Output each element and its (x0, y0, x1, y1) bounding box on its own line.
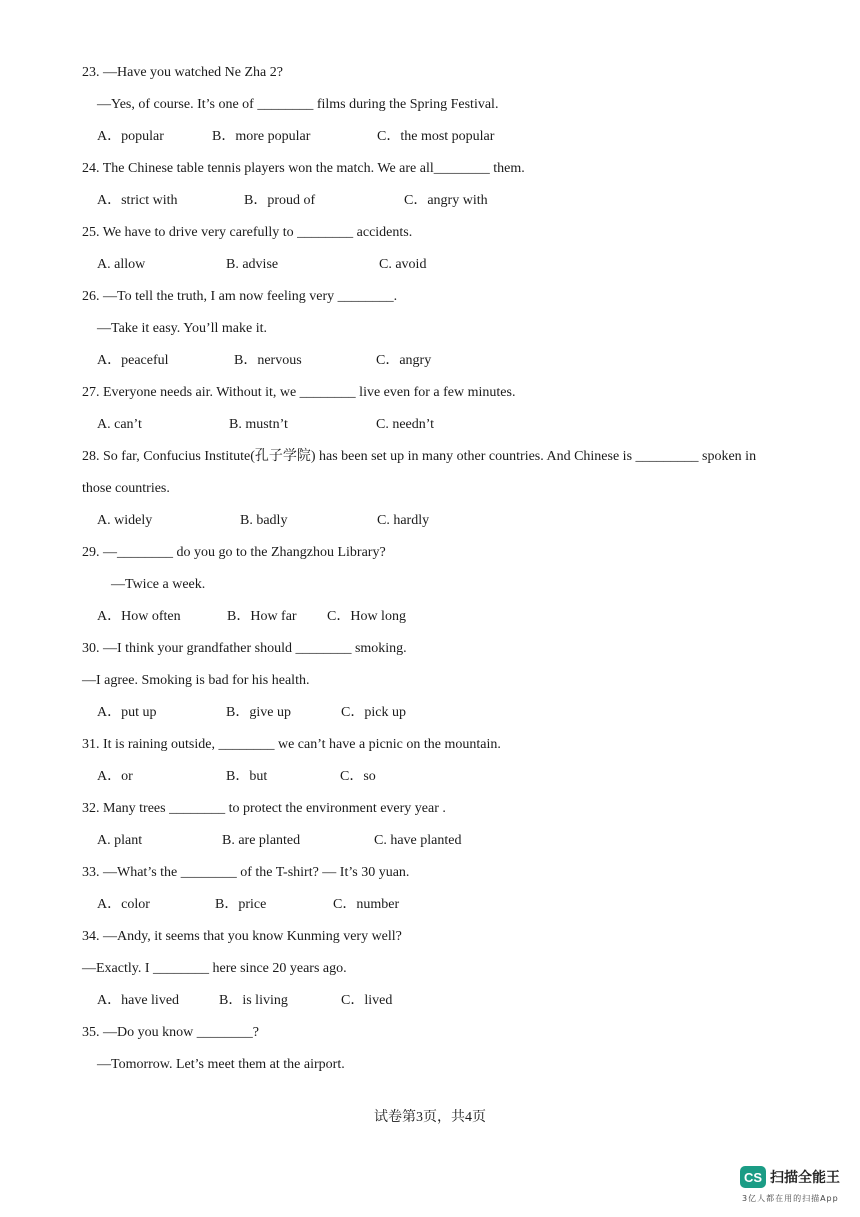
question-28-line-1: 28. So far, Confucius Institute(孔子学院) has been set up in many other countries. And Chinese is _________ spoken in (82, 449, 757, 464)
option-33-b: B．price (215, 897, 267, 912)
option-24-a: A．strict with (97, 193, 178, 208)
page-footer: 试卷第3页，共4页 (374, 1110, 486, 1125)
question-33-line-1: 33. —What’s the ________ of the T-shirt? — It’s 30 yuan. (82, 865, 410, 880)
question-35-line-2: —Tomorrow. Let’s meet them at the airport. (97, 1057, 345, 1072)
option-25-c: C. avoid (379, 257, 427, 272)
option-26-c: C．angry (376, 353, 432, 368)
question-23-line-1: 23. —Have you watched Ne Zha 2? (82, 65, 283, 80)
question-30-line-1: 30. —I think your grandfather should ________ smoking. (82, 641, 407, 656)
question-30-line-2: —I agree. Smoking is bad for his health. (82, 673, 310, 688)
option-33-a: A．color (97, 897, 150, 912)
option-30-c: C．pick up (341, 705, 406, 720)
cs-logo-icon: CS (740, 1166, 766, 1188)
option-34-a: A．have lived (97, 993, 180, 1008)
option-28-b: B. badly (240, 513, 288, 528)
option-32-b: B. are planted (222, 833, 301, 848)
option-26-a: A．peaceful (97, 353, 169, 368)
question-31-line-1: 31. It is raining outside, ________ we can’t have a picnic on the mountain. (82, 737, 501, 752)
question-28-line-2: those countries. (82, 481, 170, 496)
option-34-b: B．is living (219, 993, 288, 1008)
option-23-a: A．popular (97, 129, 164, 144)
option-25-a: A. allow (97, 257, 146, 272)
question-32-line-1: 32. Many trees ________ to protect the environment every year . (82, 801, 446, 816)
option-25-b: B. advise (226, 257, 279, 272)
option-26-b: B．nervous (234, 353, 302, 368)
option-32-c: C. have planted (374, 833, 462, 848)
option-27-c: C. needn’t (376, 417, 435, 432)
logo-name: 扫描全能王 (770, 1170, 840, 1186)
option-33-c: C．number (333, 897, 400, 912)
option-30-b: B．give up (226, 705, 291, 720)
option-31-a: A．or (97, 769, 133, 784)
question-26-line-1: 26. —To tell the truth, I am now feeling very ________. (82, 289, 398, 304)
option-24-c: C．angry with (404, 193, 488, 208)
question-29-line-1: 29. —________ do you go to the Zhangzhou Library? (82, 545, 386, 560)
option-23-b: B．more popular (212, 129, 311, 144)
question-35-line-1: 35. —Do you know ________? (82, 1025, 259, 1040)
option-27-a: A. can’t (97, 417, 142, 432)
question-23-line-2: —Yes, of course. It’s one of ________ films during the Spring Festival. (97, 97, 499, 112)
option-34-c: C．lived (341, 993, 393, 1008)
question-34-line-1: 34. —Andy, it seems that you know Kunming very well? (82, 929, 402, 944)
option-31-c: C．so (340, 769, 376, 784)
option-27-b: B. mustn’t (229, 417, 288, 432)
question-24-line-1: 24. The Chinese table tennis players won the match. We are all________ them. (82, 161, 525, 176)
option-29-c: C．How long (327, 609, 406, 624)
camscanner-logo (740, 1166, 840, 1188)
option-31-b: B．but (226, 769, 268, 784)
question-26-line-2: —Take it easy. You’ll make it. (97, 321, 267, 336)
option-32-a: A. plant (97, 833, 143, 848)
option-23-c: C．the most popular (377, 129, 495, 144)
question-27-line-1: 27. Everyone needs air. Without it, we ________ live even for a few minutes. (82, 385, 516, 400)
option-28-c: C. hardly (377, 513, 430, 528)
option-29-b: B．How far (227, 609, 297, 624)
option-24-b: B．proud of (244, 193, 316, 208)
option-30-a: A．put up (97, 705, 157, 720)
option-29-a: A．How often (97, 609, 181, 624)
question-34-line-2: —Exactly. I ________ here since 20 years ago. (82, 961, 347, 976)
logo-tagline: 3亿人都在用的扫描App (742, 1194, 839, 1203)
question-29-line-2: —Twice a week. (111, 577, 206, 592)
question-25-line-1: 25. We have to drive very carefully to ________ accidents. (82, 225, 413, 240)
option-28-a: A. widely (97, 513, 153, 528)
